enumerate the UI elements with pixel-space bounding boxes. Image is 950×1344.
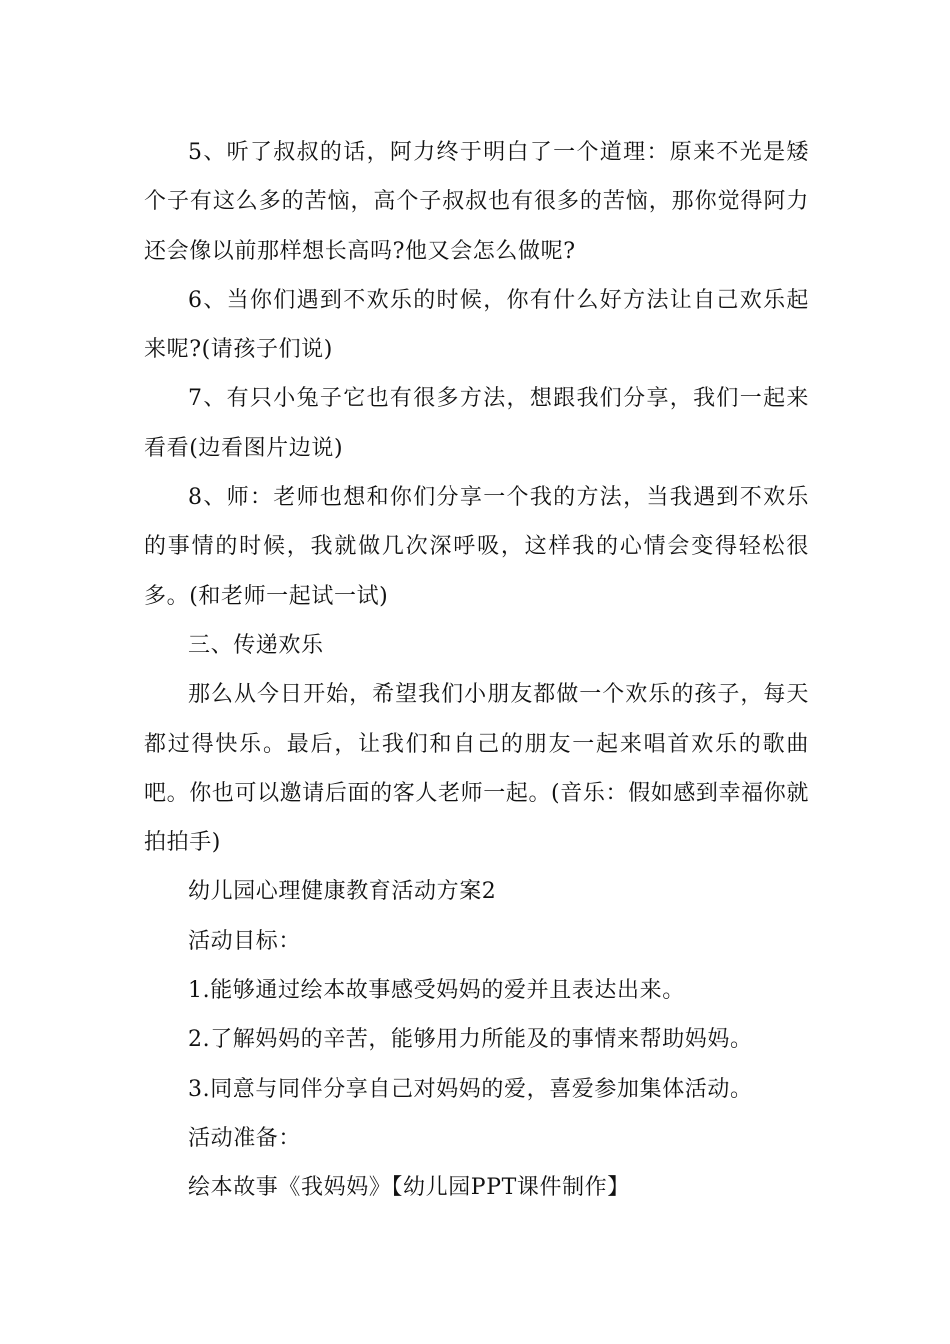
activity-prep-heading: 活动准备：	[188, 1125, 302, 1151]
paragraph-step-6: 6、当你们遇到不欢乐的时候，你有什么好方法让自己欢乐起来呢?(请孩子们说)	[144, 287, 809, 363]
goal-item-2: 2.了解妈妈的辛苦，能够用力所能及的事情来帮助妈妈。	[188, 1027, 753, 1053]
paragraph-step-7: 7、有只小兔子它也有很多方法，想跟我们分享，我们一起来看看(边看图片边说)	[144, 386, 809, 461]
paragraph-step-8: 8、师：老师也想和你们分享一个我的方法，当我遇到不欢乐的事情的时候，我就做几次深呼吸，这样我的心情会变得轻松很多。(和老师一起试一试)	[144, 485, 809, 609]
document-body	[144, 128, 809, 1213]
section-heading-pass-joy: 三、传递欢乐	[188, 632, 324, 658]
plan-title-2: 幼儿园心理健康教育活动方案2	[188, 879, 497, 905]
paragraph-step-5: 5、听了叔叔的话，阿力终于明白了一个道理：原来不光是矮个子有这么多的苦恼，高个子叔叔也有很多的苦恼，那你觉得阿力还会像以前那样想长高吗?他又会怎么做呢?	[144, 140, 809, 264]
goal-item-1: 1.能够通过绘本故事感受妈妈的爱并且表达出来。	[188, 978, 685, 1004]
prep-item: 绘本故事《我妈妈》【幼儿园PPT课件制作】	[188, 1175, 630, 1201]
paragraph-closing: 那么从今日开始，希望我们小朋友都做一个欢乐的孩子，每天都过得快乐。最后，让我们和自己的朋友一起来唱首欢乐的歌曲吧。你也可以邀请后面的客人老师一起。(音乐：假如感到幸福你就拍拍手)	[144, 682, 809, 856]
goal-item-3: 3.同意与同伴分享自己对妈妈的爱，喜爱参加集体活动。	[188, 1076, 753, 1102]
activity-goals-heading: 活动目标：	[188, 928, 302, 954]
